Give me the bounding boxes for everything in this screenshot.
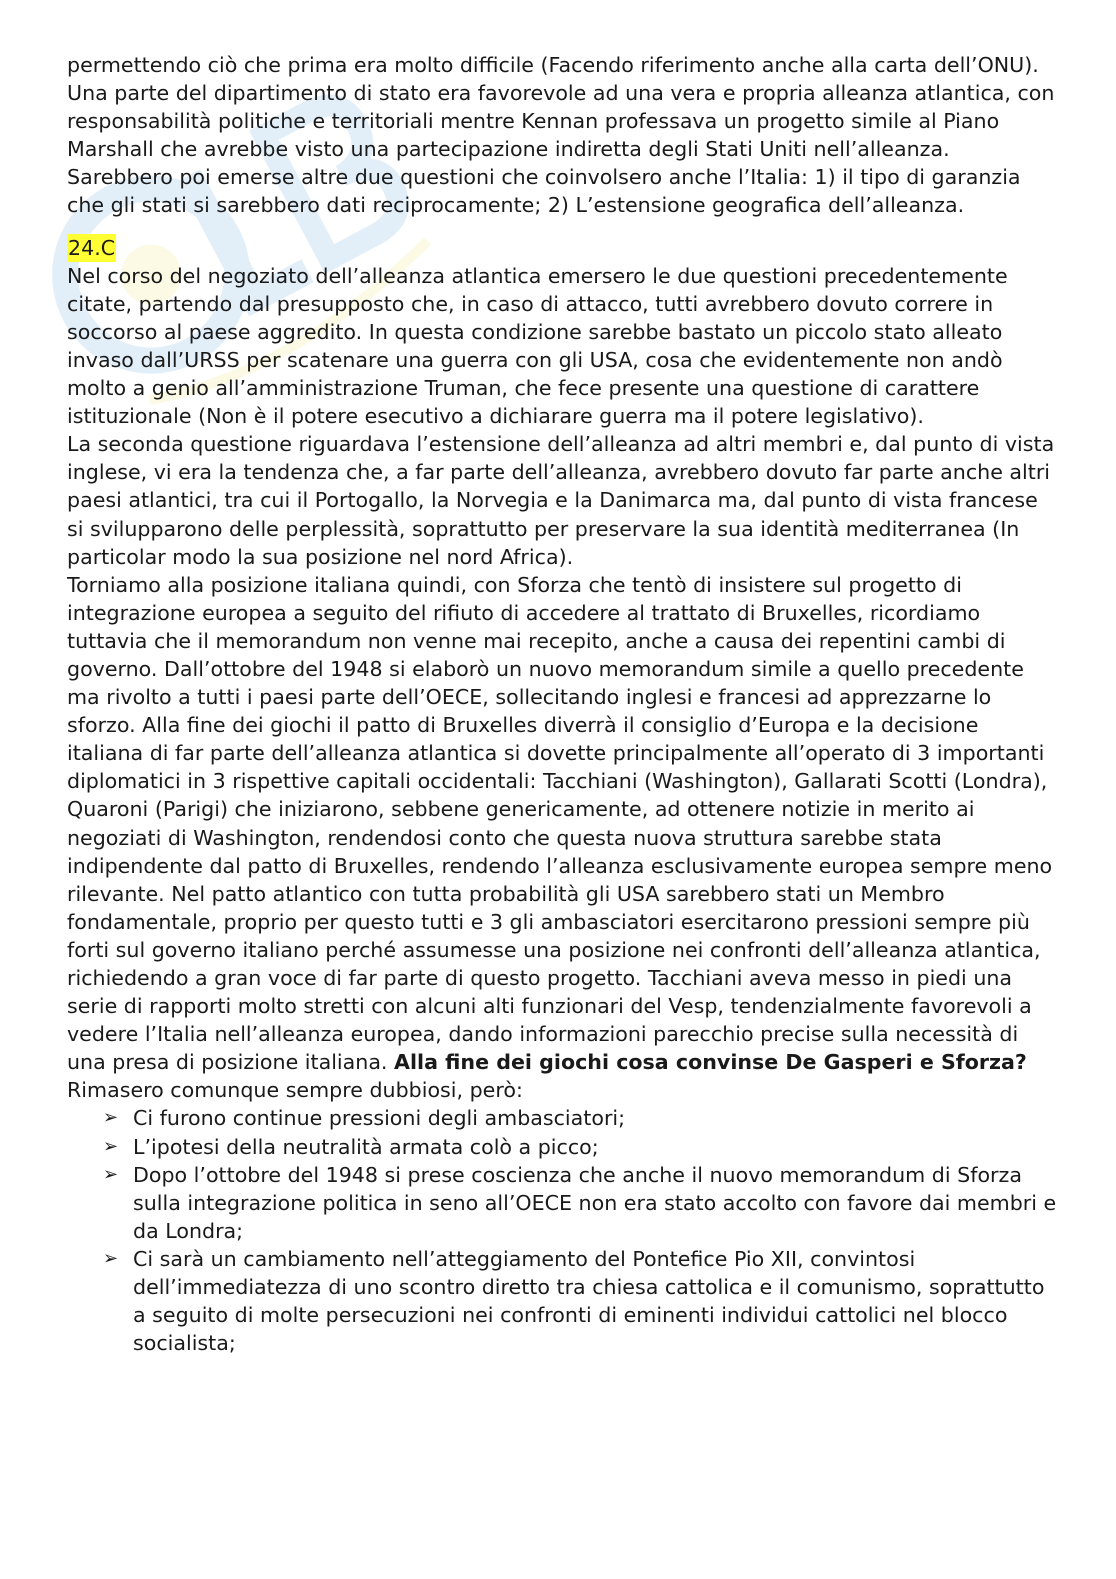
bullet-list	[67, 1104, 1057, 1357]
paragraph-3-text: Torniamo alla posizione italiana quindi, con Sforza che tentò di insistere sul progetto di integrazione europea a seguito del rifiuto di accedere al trattato di Bruxelles, ricordiamo tuttavia che il memorandum non venne mai recepito, anche a causa dei repentini cambi di governo. Dall’ottobre del 1948 si elaborò un nuovo memorandum simile a quello precedente ma rivolto a tutti i paesi parte dell’OECE, sollecitando inglesi e francesi ad apprezzarne lo sforzo. Alla fine dei giochi il patto di Bruxelles diverrà il consiglio d’Europa e la decisione italiana di far parte dell’alleanza atlantica si dovette principalmente all’operato di 3 importanti diplomatici in 3 rispettive capitali occidentali: Tacchiani (Washington), Gallarati Scotti (Londra), Quaroni (Parigi) che iniziarono, sebbene genericamente, ad ottenere notizie in merito ai negoziati di Washington, rendendosi conto che questa nuova struttura sarebbe stata indipendente dal patto di Bruxelles, rendendo l’alleanza esclusivamente europea sempre meno rilevante. Nel patto atlantico con tutta probabilità gli USA sarebbero stati un Membro fondamentale, proprio per questo tutti e 3 gli ambasciatori esercitarono pressioni sempre più forti sul governo italiano perché assumesse una posizione nei confronti dell’alleanza atlantica, richiedendo a gran voce di far parte di questo progetto. Tacchiani aveva messo in piedi una serie di rapporti molto stretti con alcuni alti funzionari del Vesp, tendenzialmente favorevoli a vedere l’Italia nell’alleanza europea, dando informazioni parecchio precise sulla necessità di una presa di posizione italiana.	[67, 572, 1053, 1075]
list-item	[103, 1245, 1057, 1357]
paragraph-3	[67, 571, 1057, 1105]
paragraph-2: La seconda questione riguardava l’estensione dell’alleanza ad altri membri e, dal punto di vista inglese, vi era la tendenza che, a far parte dell’alleanza, avrebbero dovuto far parte anche altri paesi atlantici, tra cui il Portogallo, la Norvegia e la Danimarca ma, dal punto di vista francese si svilupparono delle perplessità, soprattutto per preservare la sua identità mediterranea (In particolar modo la sua posizione nel nord Africa).	[67, 432, 1055, 569]
list-item-text: Dopo l’ottobre del 1948 si prese coscienza che anche il nuovo memorandum di Sforza sulla integrazione politica in seno all’OECE non era stato accolto con favore dai membri e da Londra;	[133, 1162, 1057, 1243]
arrow-bullet-icon: ➢	[103, 1107, 119, 1129]
list-item	[103, 1161, 1057, 1245]
list-item	[103, 1133, 1057, 1161]
section-heading-line	[67, 234, 1057, 262]
list-item	[103, 1104, 1057, 1132]
section-heading: 24.C	[67, 234, 116, 262]
list-item-text: L’ipotesi della neutralità armata colò a picco;	[133, 1134, 599, 1159]
paragraph-3-question: Alla fine dei giochi cosa convinse De Gasperi e Sforza?	[394, 1050, 1027, 1075]
paragraph-3-tail: Rimasero comunque sempre dubbiosi, però:	[67, 1078, 523, 1103]
arrow-bullet-icon: ➢	[103, 1135, 119, 1157]
arrow-bullet-icon: ➢	[103, 1247, 119, 1269]
paragraph-intro: permettendo ciò che prima era molto difficile (Facendo riferimento anche alla carta dell’ONU). Una parte del dipartimento di stato era favorevole ad una vera e propria alleanza atlantica, con responsabilità politiche e territoriali mentre Kennan professava un progetto simile al Piano Marshall che avrebbe visto una partecipazione indiretta degli Stati Uniti nell’alleanza. Sarebbero poi emerse altre due questioni che coinvolsero anche l’Italia: 1) il tipo di garanzia che gli stati si sarebbero dati reciprocamente; 2) L’estensione geografica dell’alleanza.	[67, 53, 1055, 218]
paragraph-gap	[67, 220, 1057, 234]
list-item-text: Ci sarà un cambiamento nell’atteggiamento del Pontefice Pio XII, convintosi dell’immediatezza di uno scontro diretto tra chiesa cattolica e il comunismo, soprattutto a seguito di molte persecuzioni nei confronti di eminenti individui cattolici nel blocco socialista;	[133, 1246, 1045, 1356]
list-item-text: Ci furono continue pressioni degli ambasciatori;	[133, 1106, 626, 1131]
document-page	[67, 51, 1057, 1357]
arrow-bullet-icon: ➢	[103, 1163, 119, 1185]
paragraph-1: Nel corso del negoziato dell’alleanza atlantica emersero le due questioni precedentemente citate, partendo dal presupposto che, in caso di attacco, tutti avrebbero dovuto correre in soccorso al paese aggredito. In questa condizione sarebbe bastato un piccolo stato alleato invaso dall’URSS per scatenare una guerra con gli USA, cosa che evidentemente non andò molto a genio all’amministrazione Truman, che fece presente una questione di carattere istituzionale (Non è il potere esecutivo a dichiarare guerra ma il potere legislativo).	[67, 263, 1008, 429]
